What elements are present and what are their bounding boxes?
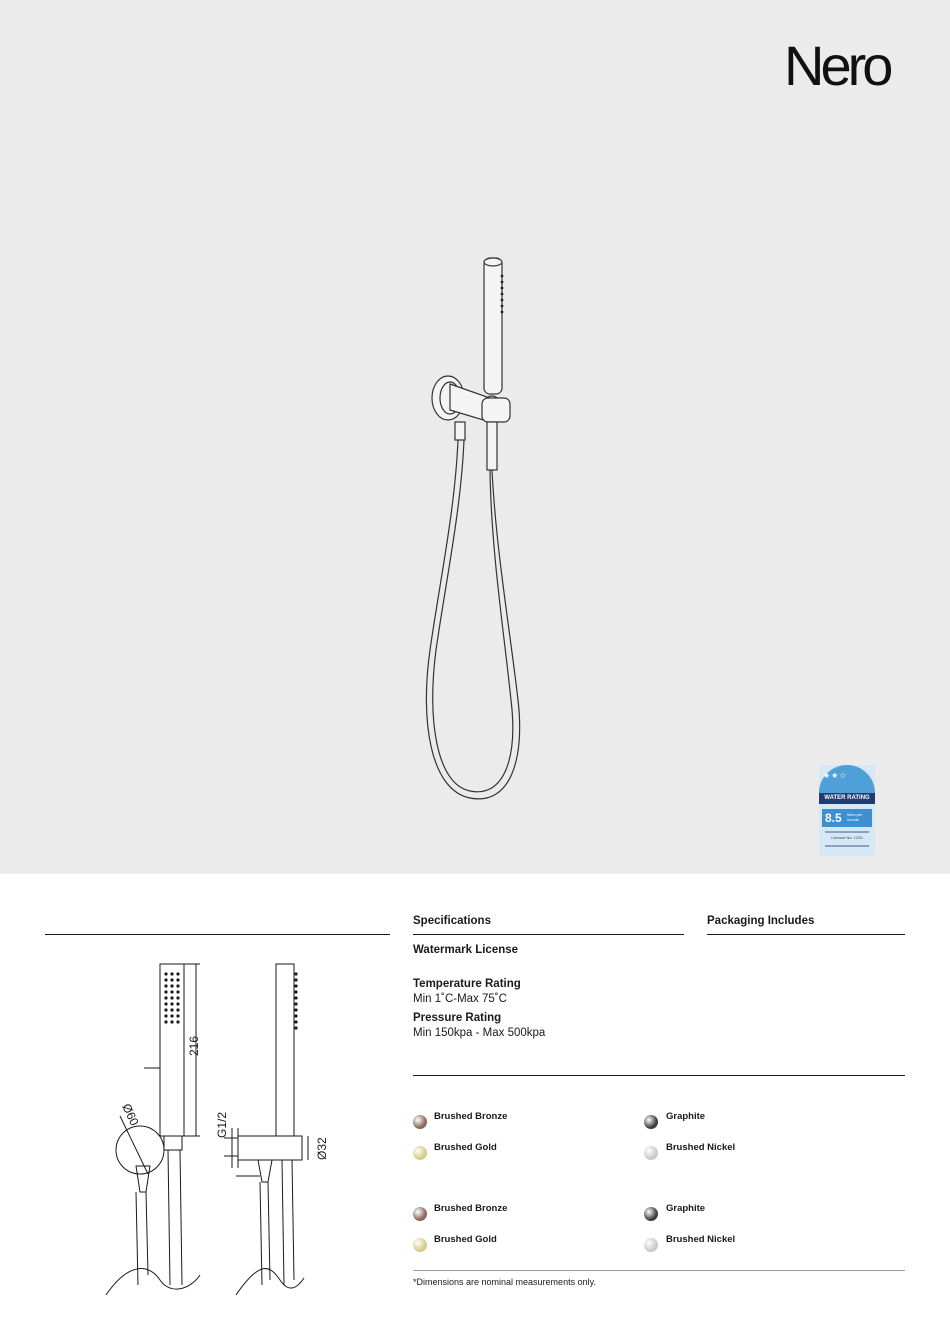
finishes-divider bbox=[413, 1075, 905, 1076]
star-rating-icon: ★★☆ bbox=[823, 771, 848, 780]
finish-label: Brushed Bronze bbox=[434, 1111, 508, 1122]
dimension-diameter-holder: Ø60 bbox=[119, 1101, 142, 1128]
dimension-thread: G1/2 bbox=[215, 1111, 229, 1138]
badge-unit: litres per minute bbox=[847, 812, 863, 822]
drawing-divider bbox=[45, 934, 390, 935]
badge-divider bbox=[825, 845, 869, 847]
specifications-heading: Specifications bbox=[413, 915, 491, 927]
footnote: *Dimensions are nominal measurements only. bbox=[413, 1277, 596, 1287]
finish-label: Brushed Nickel bbox=[666, 1142, 736, 1153]
badge-header bbox=[819, 765, 875, 795]
finish-label: Graphite bbox=[666, 1111, 706, 1122]
brand-logo: Nero bbox=[784, 34, 890, 97]
dimension-height: 216 bbox=[187, 1035, 201, 1056]
finish-swatch bbox=[413, 1146, 427, 1160]
temperature-label: Temperature Rating bbox=[413, 978, 521, 990]
footnote-divider bbox=[413, 1270, 905, 1271]
badge-title: WATER RATING bbox=[819, 793, 875, 804]
specifications-divider bbox=[413, 934, 684, 935]
finish-label: Brushed Bronze bbox=[434, 1203, 508, 1214]
technical-drawing bbox=[100, 960, 340, 1300]
finish-label: Brushed Gold bbox=[434, 1142, 497, 1153]
dimension-diameter-outlet: Ø32 bbox=[315, 1137, 329, 1160]
finish-label: Brushed Gold bbox=[434, 1234, 497, 1245]
pressure-label: Pressure Rating bbox=[413, 1012, 502, 1024]
finish-swatch bbox=[644, 1115, 658, 1129]
badge-license: Licence No. 1233 bbox=[831, 835, 863, 840]
finish-label: Graphite bbox=[666, 1203, 706, 1214]
water-rating-badge bbox=[819, 765, 875, 856]
badge-divider bbox=[825, 831, 869, 833]
watermark-license: Watermark License bbox=[413, 944, 519, 956]
packaging-heading: Packaging Includes bbox=[707, 915, 815, 927]
finish-swatch bbox=[644, 1207, 658, 1221]
finish-swatch bbox=[644, 1146, 658, 1160]
finish-swatch bbox=[413, 1238, 427, 1252]
pressure-value: Min 150kpa - Max 500kpa bbox=[413, 1027, 546, 1039]
finish-swatch bbox=[413, 1207, 427, 1221]
product-illustration bbox=[400, 250, 540, 810]
packaging-divider bbox=[707, 934, 905, 935]
finish-swatch bbox=[644, 1238, 658, 1252]
temperature-value: Min 1˚C-Max 75˚C bbox=[413, 993, 507, 1005]
badge-value: 8.5 bbox=[822, 809, 872, 827]
finish-swatch bbox=[413, 1115, 427, 1129]
finish-label: Brushed Nickel bbox=[666, 1234, 736, 1245]
